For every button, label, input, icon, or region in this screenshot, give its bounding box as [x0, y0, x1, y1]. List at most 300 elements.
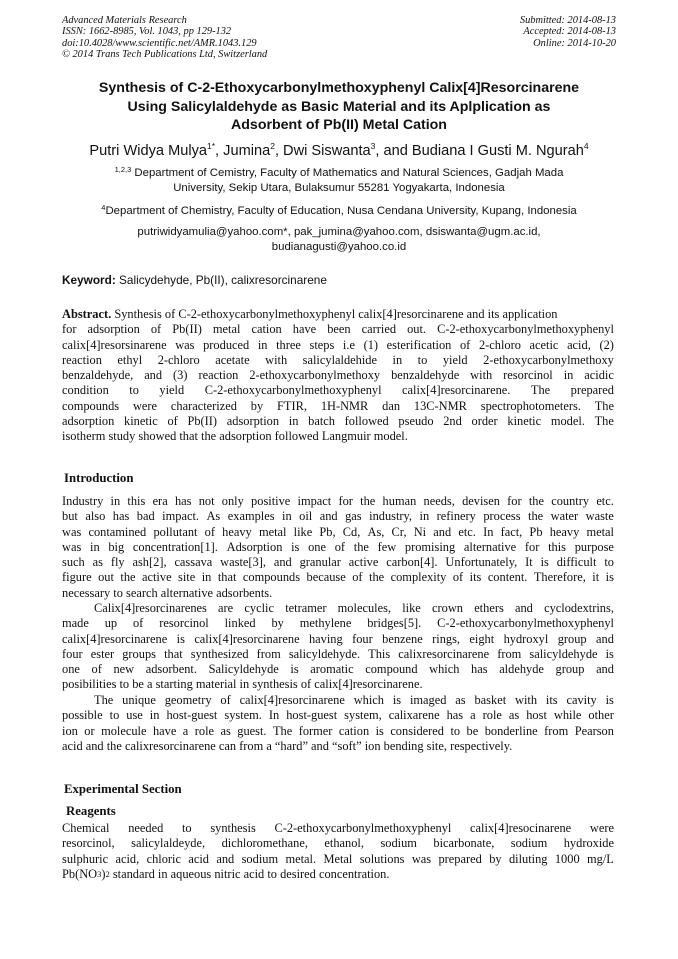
word: active — [141, 570, 172, 585]
journal-copyright: © 2014 Trans Tech Publications Ltd, Switzerland — [62, 49, 268, 61]
word: batch — [308, 414, 335, 429]
abstract — [62, 307, 614, 445]
word: adsorption — [62, 414, 115, 429]
word: because — [306, 570, 346, 585]
word: granular — [299, 555, 341, 570]
email-line: putriwidyamulia@yahoo.com*, pak_jumina@yahoo.com, dsiswanta@ugm.ac.id, — [137, 226, 541, 238]
word: acidic — [584, 368, 614, 383]
word: basket — [474, 693, 507, 707]
word: etc. — [596, 494, 614, 508]
text-line — [62, 494, 614, 509]
affiliation-mark: 4 — [101, 203, 106, 212]
word: molecule — [101, 723, 147, 738]
text-line — [62, 693, 614, 708]
word: while — [553, 708, 582, 723]
word: this — [548, 539, 566, 554]
word: sodium — [241, 851, 279, 866]
word: with — [470, 368, 493, 383]
paper-title — [40, 79, 638, 135]
author-emails — [30, 225, 648, 256]
word: guest. — [237, 723, 267, 738]
word: other — [588, 708, 614, 723]
word: linked — [224, 616, 256, 631]
word: C-2-ethoxycarbonylmethoxyphenyl — [274, 821, 452, 835]
affiliation-2 — [30, 204, 648, 219]
abstract-line — [62, 353, 614, 368]
word: fact, — [500, 524, 523, 539]
word: was — [62, 524, 82, 539]
word: in — [419, 509, 430, 524]
date-online: Online: 2014-10-20 — [533, 37, 616, 49]
word: former — [298, 723, 333, 738]
word: its — [469, 570, 482, 585]
word: and — [144, 368, 163, 383]
text-line — [62, 724, 614, 739]
word: and — [216, 851, 235, 866]
word: system, — [344, 708, 382, 723]
word: yield — [159, 383, 185, 398]
text-line — [62, 821, 614, 836]
word: sulphuric — [62, 851, 109, 866]
word: and — [596, 631, 614, 646]
word: in — [288, 414, 299, 429]
word: Pb(II) — [172, 322, 202, 337]
word: benzaldehyde — [391, 368, 460, 383]
word: is — [605, 646, 614, 661]
word: from — [497, 646, 522, 661]
word: aldehyde — [499, 662, 544, 677]
word: country — [551, 494, 590, 508]
word: cavity — [566, 693, 597, 707]
formula-subscript: 3 — [97, 868, 102, 879]
section-heading-experimental: Experimental Section — [64, 782, 182, 796]
text-line — [62, 647, 614, 662]
word: resorcinol — [503, 368, 553, 383]
word: in — [282, 509, 292, 524]
text-line — [62, 662, 614, 677]
word: heavy — [549, 524, 580, 539]
word: and — [433, 524, 452, 539]
word: prepared — [570, 383, 614, 398]
word: Therefore, — [533, 570, 586, 585]
word: examples — [227, 509, 275, 524]
word: order — [471, 414, 498, 429]
keyword-text: Salicydehyde, Pb(II), calixresorcinarene — [115, 273, 327, 287]
word: cation — [251, 322, 282, 337]
word: mg/L — [587, 851, 614, 866]
word: active — [348, 555, 379, 570]
journal-doi: doi:10.4028/www.scientific.net/AMR.1043.129 — [62, 37, 257, 49]
word: adsorption — [226, 414, 280, 429]
word: out. — [407, 322, 427, 337]
word: tetramer — [285, 601, 327, 615]
word: a — [470, 708, 476, 723]
word: etc. — [458, 524, 476, 539]
word: in — [90, 539, 100, 554]
word: from — [544, 723, 569, 738]
word: possible — [62, 708, 103, 723]
word: Unfortunately, — [445, 555, 518, 570]
word: bad — [136, 509, 155, 524]
word: the — [360, 494, 376, 508]
word: Ni — [413, 524, 427, 539]
word: Cd, — [342, 524, 361, 539]
word: calixarene — [388, 708, 440, 723]
abstract-line — [62, 368, 614, 383]
word: is — [605, 693, 614, 707]
word: like — [293, 524, 313, 539]
word: compounds — [62, 398, 120, 413]
word: site — [178, 570, 196, 585]
word: with — [515, 693, 538, 707]
formula-subscript: 2 — [105, 868, 110, 879]
author-name: Budiana I Gusti M. Ngurah — [411, 143, 584, 159]
text-run: standard in aqueous nitric acid to desired concentration. — [109, 866, 390, 881]
word: one — [308, 539, 326, 554]
word: reaction — [62, 352, 102, 367]
author-name: Jumina — [223, 143, 271, 159]
word: water — [550, 509, 579, 524]
word: Pb — [529, 524, 543, 539]
word: four — [352, 631, 373, 646]
word: human — [382, 494, 417, 508]
word: Metal — [323, 851, 353, 866]
word: ethanol, — [324, 836, 364, 851]
word: three — [276, 337, 301, 352]
word: acid, — [115, 851, 140, 866]
author-name: Putri Widya Mulya — [89, 143, 207, 159]
word: role — [482, 708, 502, 723]
word: 13C-NMR — [413, 398, 467, 413]
word: salicyldehyde. — [288, 646, 361, 661]
word: the — [528, 494, 544, 508]
word: 2nd — [443, 414, 462, 429]
word: Chemical — [62, 821, 110, 835]
word: FTIR, — [277, 398, 307, 413]
title-line: Synthesis of C-2-Ethoxycarbonylmethoxyphenyl Calix[4]Resorcinarene — [98, 80, 580, 96]
title-line: Adsorbent of Pb(II) Metal Cation — [231, 117, 447, 134]
abstract-line — [62, 322, 614, 337]
author-list — [20, 141, 658, 161]
word: cation — [338, 723, 370, 738]
word: be — [466, 723, 479, 738]
text-line — [62, 616, 614, 631]
word: the — [528, 509, 544, 524]
word: in — [149, 708, 160, 723]
word: and — [273, 555, 292, 570]
word: of — [334, 539, 346, 554]
word: oil — [299, 509, 313, 524]
word: impact — [297, 494, 332, 508]
word: content. — [487, 570, 528, 585]
word: adsorption — [87, 322, 140, 337]
word: ethyl — [117, 352, 143, 367]
word: The — [594, 398, 614, 413]
word: in — [201, 570, 212, 585]
word: acetate — [215, 352, 250, 367]
word: acid, — [567, 337, 591, 352]
word: also — [85, 509, 106, 524]
affiliation-mark: 1,2,3 — [114, 165, 132, 174]
word: bonderline — [484, 723, 538, 738]
word: and — [514, 601, 533, 615]
word: Adsorption — [226, 539, 283, 554]
date-accepted: Accepted: 2014-08-13 — [523, 26, 616, 38]
word: as — [508, 708, 520, 723]
word: Pb, — [319, 524, 336, 539]
word: condition — [62, 383, 109, 398]
word: C-2-ethoxycarbonylmethoxyphenyl — [437, 322, 614, 337]
word: adsorbent. — [145, 662, 197, 677]
word: process — [483, 509, 521, 524]
word: As — [206, 509, 221, 524]
word: has — [471, 662, 488, 677]
word: like — [402, 601, 421, 615]
word: 2-ethoxycarbonylmethoxy — [249, 368, 381, 383]
word: gas — [345, 509, 362, 524]
word: fly — [110, 555, 125, 570]
word: refinery — [436, 509, 476, 524]
word: by — [489, 851, 502, 866]
word: to — [450, 723, 461, 738]
word: Industry — [62, 494, 104, 508]
text-line — [62, 525, 614, 540]
word: benzene — [382, 631, 423, 646]
word: pollutant — [153, 524, 198, 539]
text-line — [62, 570, 614, 585]
word: the — [369, 570, 385, 585]
word: has — [174, 494, 192, 508]
word: synthesized — [190, 646, 249, 661]
word: 2-ethoxycarbonylmethoxy — [483, 352, 614, 367]
word: molecules, — [337, 601, 392, 615]
word: for — [524, 539, 540, 554]
word: cyclic — [244, 601, 274, 615]
word: Pb(II) — [187, 414, 218, 429]
word: yield — [442, 352, 468, 367]
word: solutions — [359, 851, 405, 866]
word: era — [152, 494, 168, 508]
word: by — [250, 398, 264, 413]
author-name: Dwi Siswanta — [283, 143, 371, 159]
word: calix[4]resorcinarene — [239, 693, 345, 707]
author-separator: , and — [375, 143, 412, 159]
section-heading-introduction: Introduction — [64, 471, 134, 485]
word: calix[4]resorcinarene — [194, 631, 300, 646]
word: bicarbonate, — [433, 836, 495, 851]
word: (2) — [599, 337, 614, 352]
word: a — [182, 723, 189, 738]
word: bridges[5]. — [367, 616, 422, 631]
word: to — [181, 821, 192, 835]
word: compound — [365, 662, 418, 677]
word: sodium — [510, 836, 548, 851]
word: The — [272, 723, 293, 738]
text-line — [62, 836, 614, 851]
word: benzaldehyde, — [62, 368, 134, 383]
formula-part: ) — [101, 866, 106, 881]
word: is — [540, 555, 549, 570]
abstract-text: Synthesis of C-2-ethoxycarbonylmethoxyphenyl calix[4]resorcinarene and its application — [111, 307, 558, 321]
abstract-line — [62, 414, 614, 429]
word: as — [92, 555, 103, 570]
word: As, — [367, 524, 385, 539]
word: calix[4]resorcinarene — [62, 631, 168, 646]
introduction-paragraph-1 — [62, 494, 614, 601]
word: host — [526, 708, 547, 723]
word: kinetic — [507, 414, 542, 429]
abstract-line: isotherm study showed that the adsorption followed Langmuir model. — [62, 429, 408, 444]
word: and — [596, 662, 614, 677]
word: were — [589, 821, 614, 835]
word: in — [110, 494, 121, 508]
word: having — [308, 631, 343, 646]
word: were — [132, 398, 158, 413]
word: promising — [404, 539, 456, 554]
abstract-line — [62, 338, 614, 353]
text-line: posibilities to be a starting material in synthesis of calix[4]resorcinarene. — [62, 677, 423, 692]
word: industry, — [369, 509, 413, 524]
word: group — [557, 631, 587, 646]
word: cyclodextrins, — [544, 601, 614, 615]
word: In — [268, 708, 280, 723]
word: 1000 — [554, 851, 580, 866]
word: was — [62, 539, 82, 554]
affiliation-text: Department of Cemistry, Faculty of Mathematics and Natural Sciences, Gadjah Mada — [131, 167, 564, 179]
text-line — [62, 852, 614, 867]
word: calix[4]resocinarene — [470, 821, 572, 835]
word: esterification — [386, 337, 452, 352]
word: that — [217, 570, 237, 585]
word: is — [291, 539, 300, 554]
word: been — [327, 322, 351, 337]
subsection-heading-reagents: Reagents — [66, 804, 116, 818]
word: groups — [122, 646, 156, 661]
word: alternative — [463, 539, 517, 554]
text-line — [62, 867, 614, 882]
word: purpose — [574, 539, 614, 554]
word: resorcinol, — [62, 836, 115, 851]
word: ethers — [474, 601, 504, 615]
word: from — [256, 646, 281, 661]
word: for — [62, 322, 77, 337]
word: dan — [382, 398, 401, 413]
word: metal — [258, 524, 287, 539]
word: salicyldehyde — [529, 646, 598, 661]
word: such — [62, 555, 85, 570]
word: kinetic — [124, 414, 158, 429]
word: is — [375, 723, 384, 738]
author-affiliation-mark: 3 — [370, 141, 376, 151]
affiliation-text: Department of Chemistry, Faculty of Education, Nusa Cendana University, Kupang, Indonesia — [105, 205, 577, 217]
word: out — [98, 570, 114, 585]
word: and — [319, 509, 338, 524]
text-line: acid and the calixresorcinarene can from a “hard” and “soft” ion bending site, respectively. — [62, 738, 513, 753]
text-line — [62, 555, 614, 570]
word: but — [62, 509, 78, 524]
word: compounds — [242, 570, 301, 585]
word: of — [204, 524, 215, 539]
word: devisen — [462, 494, 500, 508]
email-line: budianagusti@yahoo.co.id — [271, 241, 407, 254]
word: by — [271, 616, 284, 631]
text-line — [62, 540, 614, 555]
word: acetic — [529, 337, 559, 352]
author-affiliation-mark: 2 — [270, 141, 275, 151]
word: geometry — [164, 693, 212, 707]
word: followed — [344, 414, 389, 429]
word: to — [417, 352, 428, 367]
word: this — [127, 494, 146, 508]
text-line — [62, 601, 614, 616]
word: C-2-ethoxycarbonylmethoxyphenyl — [204, 383, 382, 398]
word: are — [218, 601, 234, 615]
word: The — [94, 693, 114, 707]
word: In — [483, 524, 494, 539]
word: calix[4]resorsinarene — [62, 337, 167, 352]
word: Calix[4]resorcinarenes — [94, 601, 207, 615]
word: crown — [432, 601, 463, 615]
word: complexity — [390, 570, 447, 585]
word: sodium — [380, 836, 417, 851]
author-separator: , — [215, 143, 224, 159]
word: metal — [586, 524, 614, 539]
word: host-guest — [286, 708, 338, 723]
word: which — [353, 693, 384, 707]
word: resorcinol — [159, 616, 209, 631]
word: four — [62, 646, 83, 661]
word: hydroxyl — [503, 631, 549, 646]
word: impact. — [162, 509, 199, 524]
journal-info — [62, 15, 267, 61]
word: 1H-NMR — [320, 398, 369, 413]
word: figure — [62, 570, 92, 585]
affiliation-text: University, Sekip Utara, Bulaksumur 55281 Yogyakarta, Indonesia — [173, 182, 505, 195]
title-line: Using Salicylaldehyde as Basic Material and its Aplplication as — [127, 98, 551, 115]
word: salicylaldeyde, — [131, 836, 206, 851]
word: is — [176, 631, 185, 646]
word: i.e — [342, 337, 355, 352]
word: was — [411, 851, 432, 866]
word: was — [175, 337, 195, 352]
word: use — [126, 708, 143, 723]
word: which — [429, 662, 460, 677]
word: in — [257, 337, 268, 352]
word: unique — [122, 693, 156, 707]
word: group — [555, 662, 585, 677]
word: model. — [550, 414, 585, 429]
keyword-label: Keyword: — [62, 273, 116, 287]
word: made — [62, 616, 89, 631]
word: with — [265, 352, 288, 367]
word: to — [604, 555, 614, 570]
word: host-guest — [166, 708, 218, 723]
word: new — [113, 662, 135, 677]
word: one — [62, 662, 80, 677]
word: hydroxide — [563, 836, 614, 851]
word: carbon[4]. — [386, 555, 438, 570]
word: (3) — [173, 368, 188, 383]
reagents-paragraph — [62, 821, 614, 882]
word: of — [132, 616, 144, 631]
word: have — [152, 723, 177, 738]
word: It — [525, 555, 533, 570]
word: 2-chloro — [157, 352, 200, 367]
word: ester — [90, 646, 115, 661]
word: diluting — [508, 851, 548, 866]
word: Pearson — [574, 723, 614, 738]
word: needs, — [423, 494, 455, 508]
